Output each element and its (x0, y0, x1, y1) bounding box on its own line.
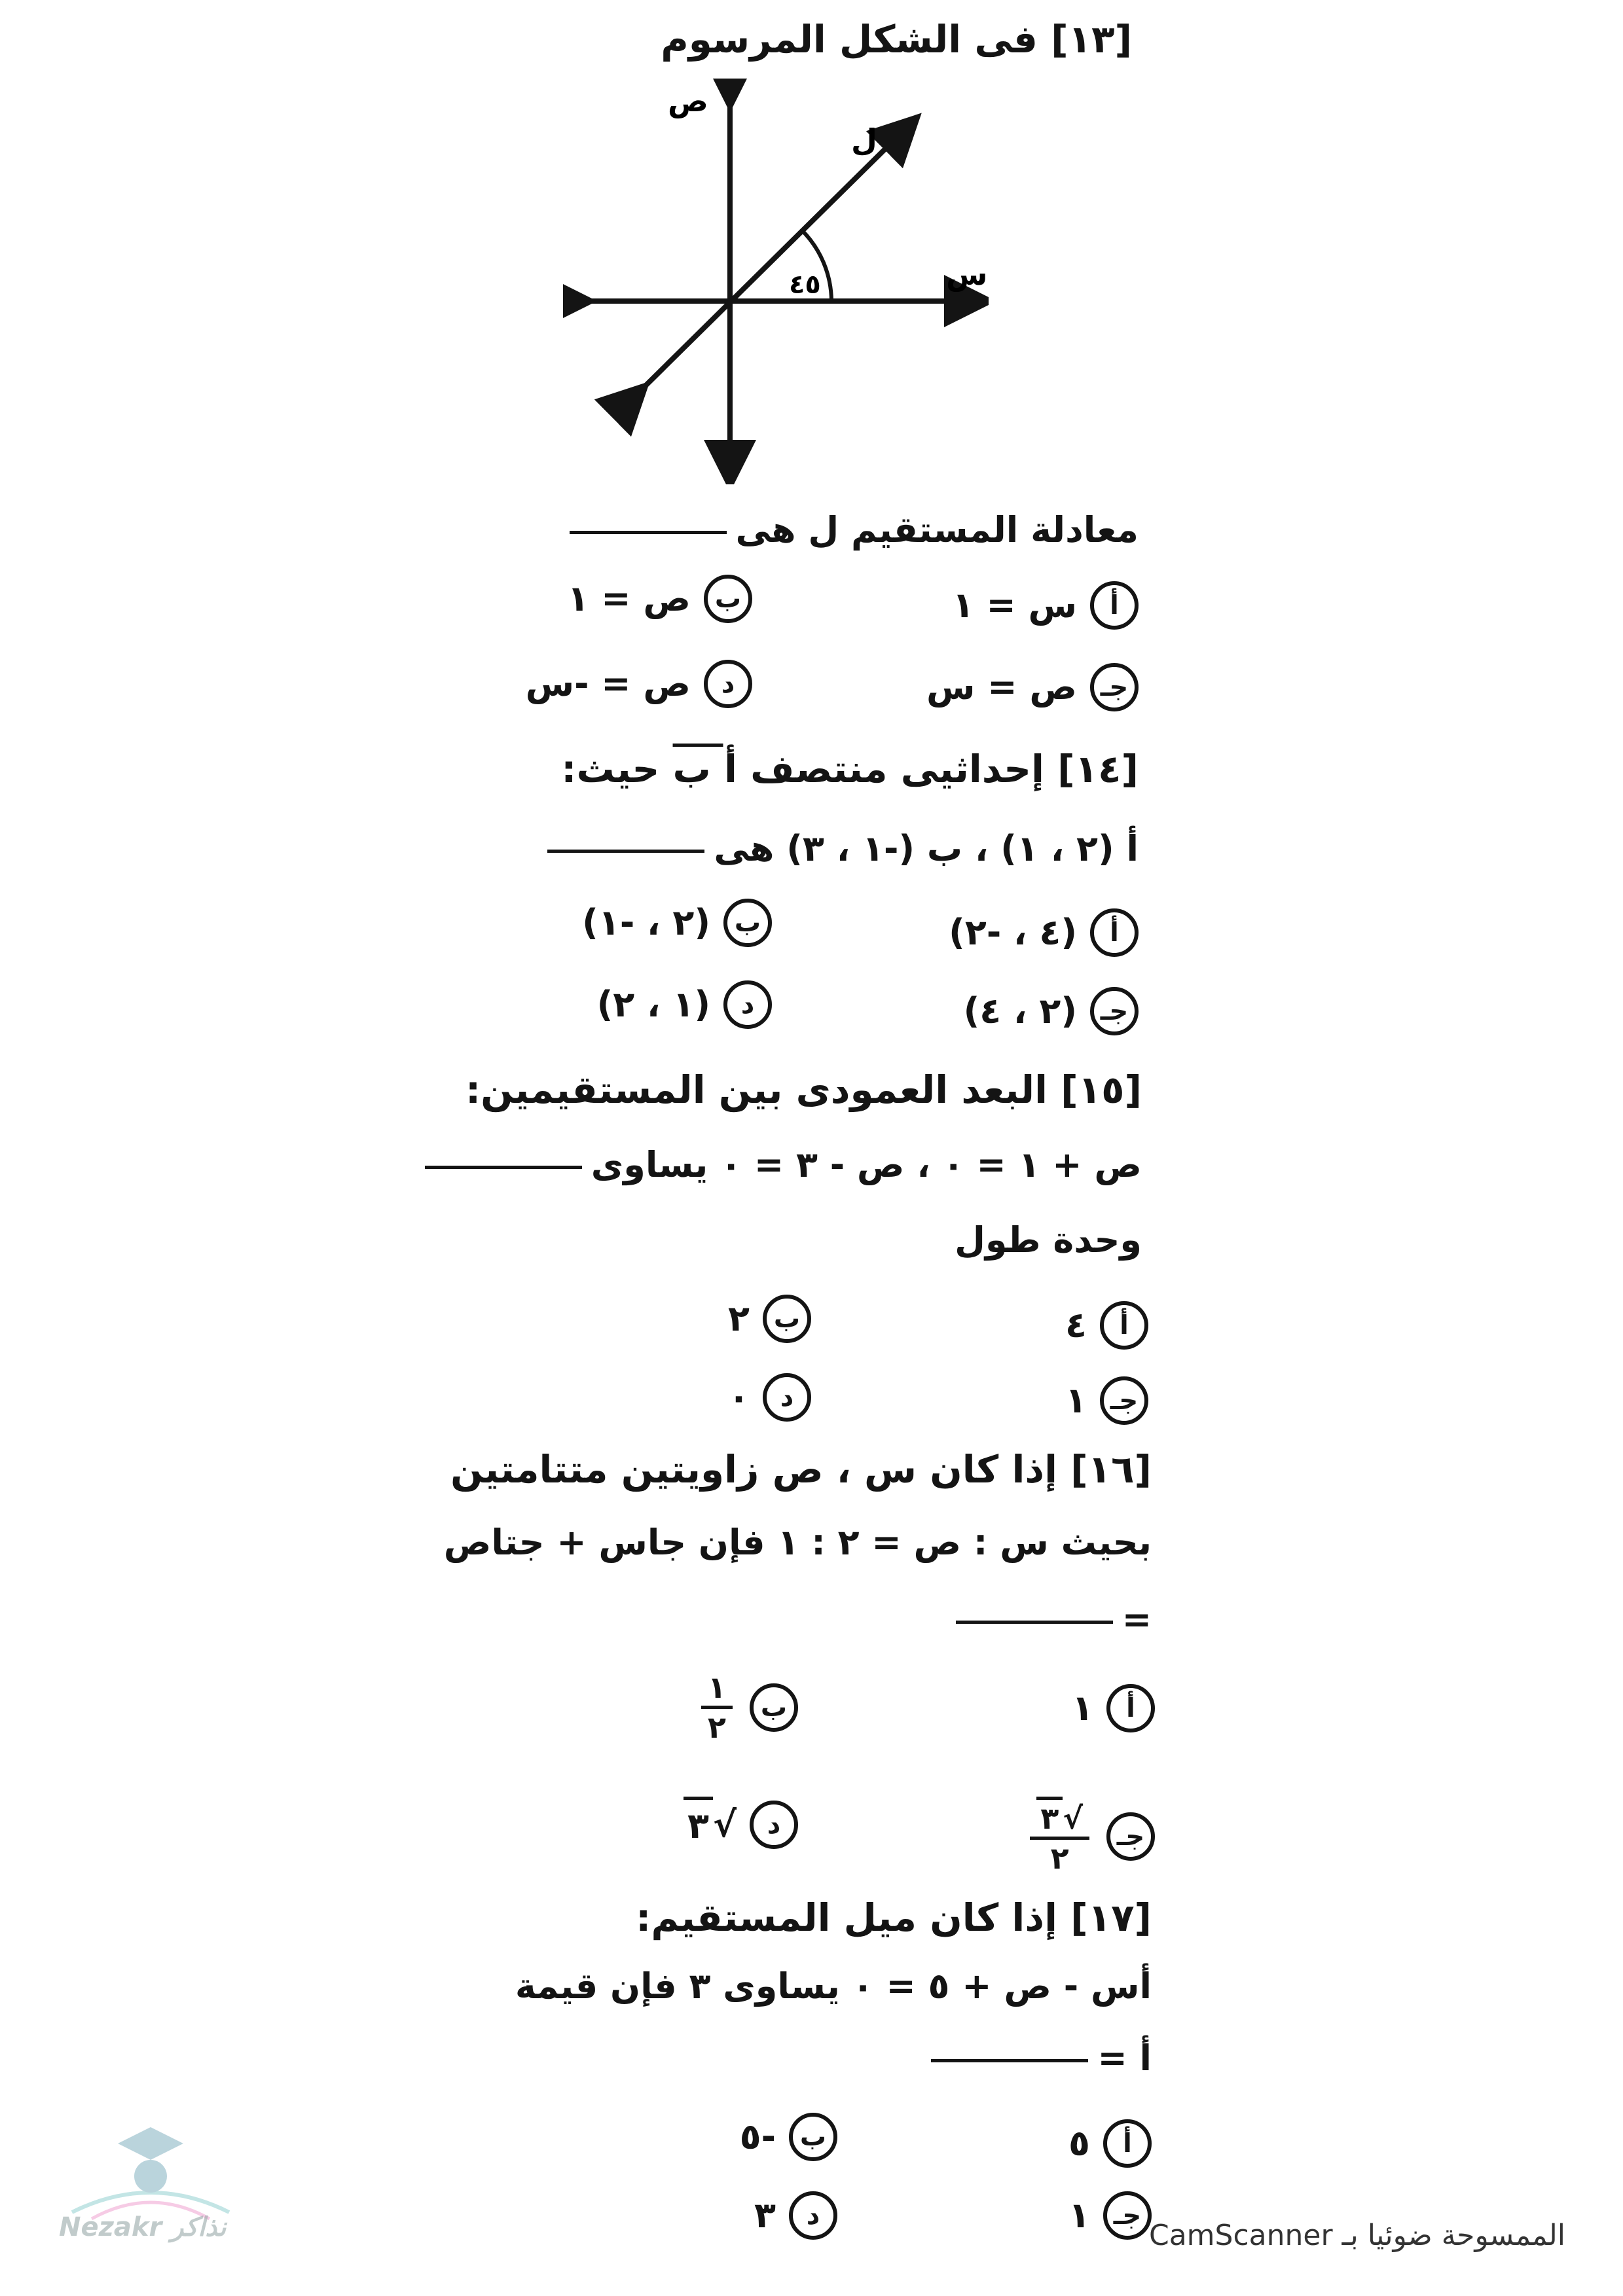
answer-blank (425, 1166, 582, 1169)
q17-option-a[interactable] (1068, 2117, 1152, 2170)
x-axis-label: س (946, 257, 988, 292)
watermark-text: Nezakr نذاكر (59, 2212, 227, 2242)
q14-option-d[interactable] (597, 978, 772, 1031)
option-letter-circle: جـ (1103, 2191, 1152, 2240)
q13-option-c[interactable] (926, 661, 1139, 713)
q17-option-b[interactable] (740, 2111, 837, 2163)
option-letter-circle: أ (1106, 1684, 1155, 1732)
answer-blank (931, 2059, 1088, 2062)
option-letter-circle: د (763, 1373, 811, 1422)
option-text: ص = ١ (567, 578, 691, 619)
q16-option-b[interactable] (701, 1669, 798, 1746)
option-letter-circle: ب (704, 575, 752, 623)
q16-option-a[interactable] (1072, 1682, 1155, 1734)
q14-segment: أ ب (672, 747, 737, 791)
option-letter-circle: أ (1090, 581, 1139, 630)
q13-title: [١٣] فى الشكل المرسوم (661, 17, 1132, 62)
angle-label: ٤٥ (789, 270, 821, 300)
option-text: -٥ (739, 2116, 776, 2157)
lhs-text: أ = (1097, 2037, 1152, 2079)
q14-title-suffix: حيث: (561, 747, 660, 791)
q13-option-d[interactable] (526, 658, 752, 710)
option-letter-circle: جـ (1106, 1812, 1155, 1861)
q13-graph (563, 79, 989, 484)
q15-option-a[interactable] (1065, 1299, 1148, 1352)
numerator (1030, 1797, 1089, 1840)
option-text: ص = س (926, 666, 1077, 708)
numerator: ١ (701, 1669, 733, 1709)
option-text: ١ (1072, 1687, 1093, 1729)
option-text: (٢ ، -١) (582, 902, 710, 943)
q15-option-c[interactable] (1065, 1374, 1148, 1427)
q13-option-b[interactable] (568, 573, 752, 625)
sqrt-symbol: √ (712, 1803, 737, 1845)
sqrt-symbol: √ (1063, 1801, 1083, 1836)
camscanner-footer: الممسوحة ضوئيا بـ CamScanner (1149, 2219, 1565, 2252)
fraction-sqrt3-over-2 (1030, 1797, 1089, 1876)
option-letter-circle: أ (1090, 908, 1139, 957)
line-label: ل (851, 122, 877, 158)
option-text: ٣ (754, 2195, 776, 2236)
q15-stem (416, 1142, 1142, 1188)
q15-option-b[interactable] (728, 1293, 811, 1345)
option-letter-circle: ب (750, 1683, 798, 1732)
option-letter-circle: ب (789, 2113, 837, 2161)
line-l (635, 128, 907, 396)
radicand: ٣ (684, 1797, 713, 1852)
option-letter-circle: جـ (1090, 663, 1139, 711)
option-letter-circle: ب (723, 899, 772, 947)
q14-stem-text: أ (٢ ، ١) ، ب (-١ ، ٣) هى (714, 828, 1139, 869)
radicand: ٣ (1036, 1797, 1063, 1837)
q17-title: [١٧] إذا كان ميل المستقيم: (636, 1895, 1152, 1940)
option-letter-circle: جـ (1090, 987, 1139, 1035)
q17-stem: أس - ص + ٥ = ٠ يساوى ٣ فإن قيمة (515, 1965, 1152, 2007)
option-letter-circle: د (704, 660, 752, 708)
option-letter-circle: أ (1100, 1301, 1148, 1350)
equals-sign: = (1122, 1599, 1152, 1640)
q14-title (561, 746, 1139, 792)
y-axis-label: ص (668, 83, 708, 118)
option-text: ٢ (728, 1298, 750, 1339)
q13-option-a[interactable] (953, 579, 1139, 632)
q17-option-d[interactable] (754, 2189, 837, 2242)
option-text: ٥ (1068, 2123, 1090, 2164)
option-letter-circle: د (789, 2191, 837, 2240)
q14-option-b[interactable] (582, 897, 772, 949)
q13-stem (560, 507, 1139, 553)
q16-stem: بحيث س : ص = ٢ : ١ فإن جاس + جتاص (443, 1522, 1152, 1563)
answer-blank (547, 850, 704, 853)
option-letter-circle: د (723, 980, 772, 1029)
q14-option-c[interactable] (964, 985, 1139, 1037)
q16-option-c[interactable] (1030, 1797, 1155, 1876)
option-letter-circle: د (750, 1801, 798, 1849)
option-text: (٢ ، ٤) (963, 990, 1077, 1031)
option-letter-circle: أ (1103, 2119, 1152, 2168)
q15-title: [١٥] البعد العمودى بين المستقيمين: (465, 1067, 1142, 1112)
option-text: ٤ (1065, 1304, 1087, 1346)
q17-option-c[interactable] (1068, 2189, 1152, 2242)
option-text: ص = -س (525, 663, 691, 704)
answer-blank (956, 1621, 1113, 1624)
q15-stem2: وحدة طول (955, 1219, 1142, 1261)
q14-title-prefix: [١٤] إحداثيى منتصف (750, 747, 1139, 791)
option-text: (١ ، ٢) (596, 984, 710, 1025)
answer-blank (570, 531, 727, 534)
denominator: ٢ (707, 1710, 726, 1745)
q16-equals (947, 1597, 1152, 1643)
q14-option-a[interactable] (949, 906, 1139, 959)
option-letter-circle: ب (763, 1295, 811, 1343)
q17-lhs (922, 2036, 1152, 2081)
q15-stem-text: ص + ١ = ٠ ، ص - ٣ = ٠ يساوى (591, 1144, 1142, 1185)
q16-title: [١٦] إذا كان س ، ص زاويتين متتامتين (450, 1447, 1152, 1492)
option-text: (٤ ، -٢) (949, 912, 1077, 953)
fraction-half (701, 1669, 733, 1746)
option-text: س = ١ (952, 584, 1077, 626)
option-text: ١ (1065, 1380, 1087, 1421)
option-letter-circle: جـ (1100, 1376, 1148, 1425)
q13-stem-text: معادلة المستقيم ل هى (735, 509, 1139, 550)
option-text: ١ (1068, 2195, 1090, 2236)
q15-option-d[interactable] (728, 1371, 811, 1424)
denominator: ٢ (1050, 1840, 1069, 1876)
q14-stem (538, 826, 1139, 872)
q16-option-d[interactable] (684, 1797, 798, 1852)
option-text: ٠ (728, 1376, 750, 1418)
